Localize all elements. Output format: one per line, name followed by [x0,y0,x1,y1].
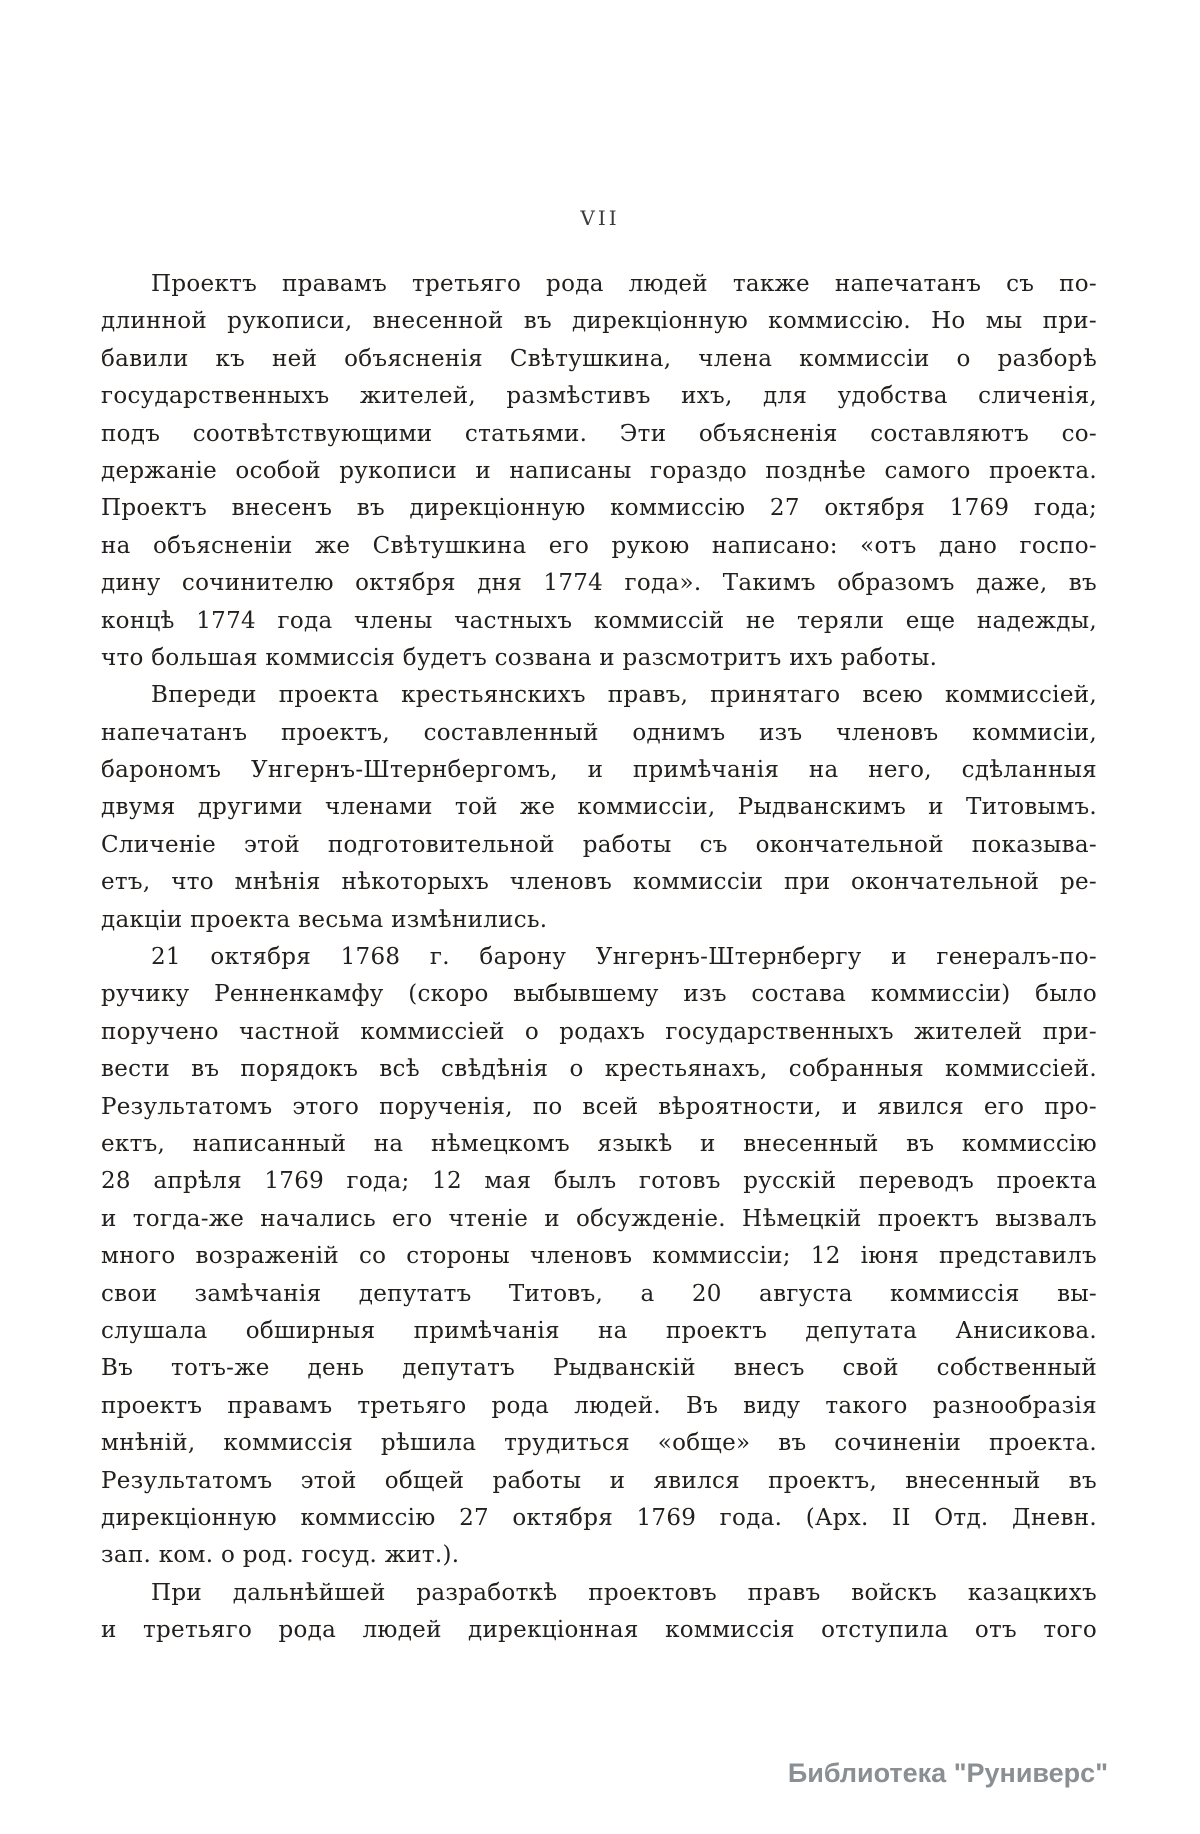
text-line: Проектъ внесенъ въ дирекціонную коммиссію 27 октября 1769 года; [101,495,1097,522]
text-line: ручику Ренненкамфу (скоро выбывшему изъ состава коммиссіи) было [101,981,1097,1008]
watermark: Библиотека "Руниверс" [787,1758,1108,1788]
text-line: напечатанъ проектъ, составленный однимъ изъ членовъ коммисіи, [101,719,1097,746]
text-line: барономъ Унгернъ-Штернбергомъ, и примѣчанія на него, сдѣланныя [101,757,1097,784]
text-line: подъ соотвѣтствующими статьями. Эти объясненія составляютъ со- [101,420,1097,447]
text-line: 21 октября 1768 г. барону Унгернъ-Штернбергу и генералъ-по- [151,944,1097,971]
text-line: держаніе особой рукописи и написаны гораздо позднѣе самого проекта. [101,457,1097,484]
text-line: поручено частной коммиссіей о родахъ государственныхъ жителей при- [101,1018,1097,1045]
text-line: Впереди проекта крестьянскихъ правъ, принятаго всею коммиссіей, [151,682,1097,709]
text-line: зап. ком. о род. госуд. жит.). [101,1542,460,1569]
text-line: и тогда-же начались его чтеніе и обсужденіе. Нѣмецкій проектъ вызвалъ [101,1205,1097,1232]
text-line: 28 апрѣля 1769 года; 12 мая былъ готовъ русскій переводъ проекта [101,1168,1097,1195]
paragraph [101,266,1097,677]
text-line: свои замѣчанія депутатъ Титовъ, а 20 августа коммиссія вы- [101,1280,1097,1307]
page-number: VII [580,206,620,230]
text-line: длинной рукописи, внесенной въ дирекціонную коммиссію. Но мы при- [101,308,1097,335]
text-line: слушала обширныя примѣчанія на проектъ депутата Анисикова. [101,1317,1097,1344]
text-line: дину сочинителю октября дня 1774 года». Такимъ образомъ даже, въ [101,570,1097,597]
text-line: на объясненіи же Свѣтушкина его рукою написано: «отъ дано госпо- [101,532,1097,559]
text-line: проектъ правамъ третьяго рода людей. Въ виду такого разнообразія [101,1392,1097,1419]
text-line: Сличеніе этой подготовительной работы съ окончательной показыва- [101,831,1097,858]
text-line: Проектъ правамъ третьяго рода людей также напечатанъ съ по- [151,271,1097,297]
text-line: Результатомъ этой общей работы и явился проектъ, внесенный въ [101,1467,1097,1494]
text-line: много возраженій со стороны членовъ коммиссіи; 12 іюня представилъ [101,1243,1097,1270]
text-line: Результатомъ этого порученія, по всей вѣроятности, и явился его про- [101,1093,1097,1120]
paragraph [101,677,1097,939]
text-line: ектъ, написанный на нѣмецкомъ языкѣ и внесенный въ коммиссію [101,1130,1097,1157]
paragraph [101,939,1097,1575]
text-line: дакціи проекта весьма измѣнились. [101,906,548,933]
text-line: двумя другими членами той же коммиссіи, Рыдванскимъ и Титовымъ. [101,794,1097,821]
text-line: При дальнѣйшей разработкѣ проектовъ правъ войскъ казацкихъ [151,1579,1097,1606]
text-line: концѣ 1774 года члены частныхъ коммиссій не теряли еще надежды, [101,607,1097,634]
text-line: и третьяго рода людей дирекціонная коммиссія отступила отъ того [101,1617,1097,1644]
text-line: мнѣній, коммиссія рѣшила трудиться «обще» въ сочиненіи проекта. [101,1430,1097,1457]
text-block [101,266,1097,1649]
text-line: вести въ порядокъ всѣ свѣдѣнія о крестьянахъ, собранныя коммиссіей. [101,1056,1097,1083]
text-line: бавили къ ней объясненія Свѣтушкина, члена коммиссіи о разборѣ [101,345,1097,372]
text-line: Въ тотъ-же день депутатъ Рыдванскій внесъ свой собственный [101,1355,1097,1382]
text-line: етъ, что мнѣнія нѣкоторыхъ членовъ коммиссіи при окончательной ре- [101,869,1097,896]
text-line: государственныхъ жителей, размѣстивъ ихъ, для удобства сличенія, [101,383,1097,410]
text-line: что большая коммиссія будетъ созвана и разсмотритъ ихъ работы. [101,644,938,671]
text-line: дирекціонную коммиссію 27 октября 1769 года. (Арх. II Отд. Дневн. [101,1504,1097,1531]
paragraph [101,1575,1097,1650]
